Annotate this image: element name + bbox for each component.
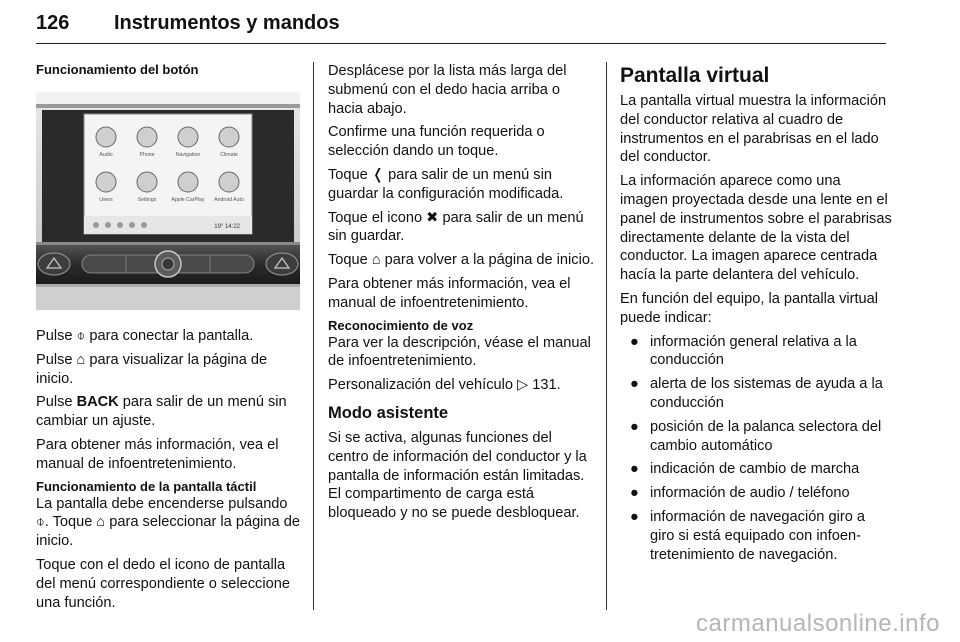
infotainment-illustration — [36, 92, 300, 310]
list-item — [620, 484, 892, 503]
list-item-text: indicación de cambio de marcha — [650, 461, 860, 478]
page-number: 126 — [36, 12, 70, 34]
list-item — [620, 375, 892, 413]
paragraph: En función del equipo, la pantalla virtual puede indicar: — [620, 290, 878, 326]
paragraph: Toque ❬ para salir de un menú sin guardar la configuración modificada. — [328, 166, 564, 202]
paragraph: Toque con el dedo el icono de pantalla del menú correspondiente o seleccione una función. — [36, 556, 290, 611]
section-heading: Modo asistente — [328, 403, 449, 422]
paragraph: Toque ⌂ para volver a la página de inicio. — [328, 252, 594, 269]
app-label: Android Auto — [214, 197, 244, 203]
back-key-label: BACK — [76, 394, 119, 411]
column-divider — [313, 62, 314, 610]
paragraph: La pantalla virtual muestra la información del conductor relativa al cuadro de instrumentos en el parabrisas en el lado del conductor. — [620, 93, 887, 166]
text-run: Pulse — [36, 394, 77, 411]
app-label: Navigation — [175, 152, 201, 158]
paragraph — [36, 393, 300, 431]
column-left — [36, 62, 300, 617]
list-item-text: alerta de los sistemas de ayuda a la conducción — [650, 376, 883, 411]
bullet-icon: ● — [630, 485, 639, 502]
paragraph: La pantalla debe encenderse pulsando ⌽. Toque ⌂ para seleccionar la página de inicio. — [36, 495, 300, 550]
list-item — [620, 333, 892, 371]
infotainment-photo — [36, 92, 300, 310]
paragraph: Para obtener más información, vea el manual de infoentretenimiento. — [328, 275, 571, 311]
bullet-icon: ● — [630, 376, 639, 393]
bullet-list — [620, 333, 892, 565]
list-item — [620, 460, 892, 479]
watermark: carmanualsonline.info — [696, 610, 940, 637]
list-item — [620, 418, 892, 456]
paragraph: Si se activa, algunas funciones del centro de información del conductor y la pantalla de información están limitadas. El compartimento de carga está bloqueado y no se puede desbloquear. — [328, 429, 587, 522]
app-label: Settings — [137, 197, 157, 203]
cross-reference: Personalización del vehículo ▷ 131. — [328, 377, 561, 394]
app-label: Climate — [220, 152, 238, 158]
text-run: para salir de un menú sin cambiar un ajuste. — [36, 394, 287, 430]
list-item-text: información general relativa a la conducción — [650, 333, 857, 369]
app-label: Audio — [99, 152, 113, 158]
subsection-heading: Funcionamiento de la pantalla táctil — [36, 478, 257, 494]
bullet-icon: ● — [630, 333, 639, 350]
paragraph: Para ver la descripción, véase el manual de infoentretenimiento. — [328, 334, 591, 370]
bullet-icon: ● — [630, 418, 639, 435]
paragraph: Toque el icono ✖ para salir de un menú sin guardar. — [328, 209, 584, 245]
list-item-text: información de navegación giro a giro si está equipado con infoentretenimiento de navegación. — [650, 508, 865, 563]
paragraph: Confirme una función requerida o selección dando un toque. — [328, 124, 545, 160]
paragraph: Desplácese por la lista más larga del submenú con el dedo hacia arriba o hacia abajo. — [328, 63, 567, 117]
app-label: Users — [99, 197, 113, 203]
column-right — [620, 62, 892, 569]
column-divider — [606, 62, 607, 610]
app-label: Phone — [139, 152, 155, 158]
list-item — [620, 508, 892, 564]
paragraph: La información aparece como una imagen proyectada desde una lente en el panel de instrumentos sobre el parabrisas directamente delante de la vista del conductor. La imagen aparece centrada hacía la parte delantera del vehículo. — [620, 173, 892, 284]
app-label: Apple CarPlay — [171, 197, 205, 203]
bullet-icon: ● — [630, 461, 639, 478]
page-header — [36, 6, 886, 44]
bullet-icon: ● — [630, 508, 639, 525]
section-heading: Pantalla virtual — [620, 64, 770, 87]
paragraph: Pulse ⌂ para visualizar la página de inicio. — [36, 351, 268, 387]
list-item-text: información de audio / teléfono — [650, 485, 850, 502]
paragraph: Para obtener más información, vea el manual de infoentretenimiento. — [36, 436, 279, 472]
column-middle — [328, 62, 596, 528]
section-heading: Funcionamiento del botón — [36, 62, 199, 77]
list-item-text: posición de la palanca selectora del cambio automático — [650, 418, 882, 454]
running-title: Instrumentos y mandos — [114, 12, 340, 34]
subsection-heading: Reconocimiento de voz — [328, 317, 474, 333]
paragraph: Pulse ⌽ para conectar la pantalla. — [36, 328, 254, 344]
screen-clock: 19° 14:22 — [214, 224, 240, 230]
